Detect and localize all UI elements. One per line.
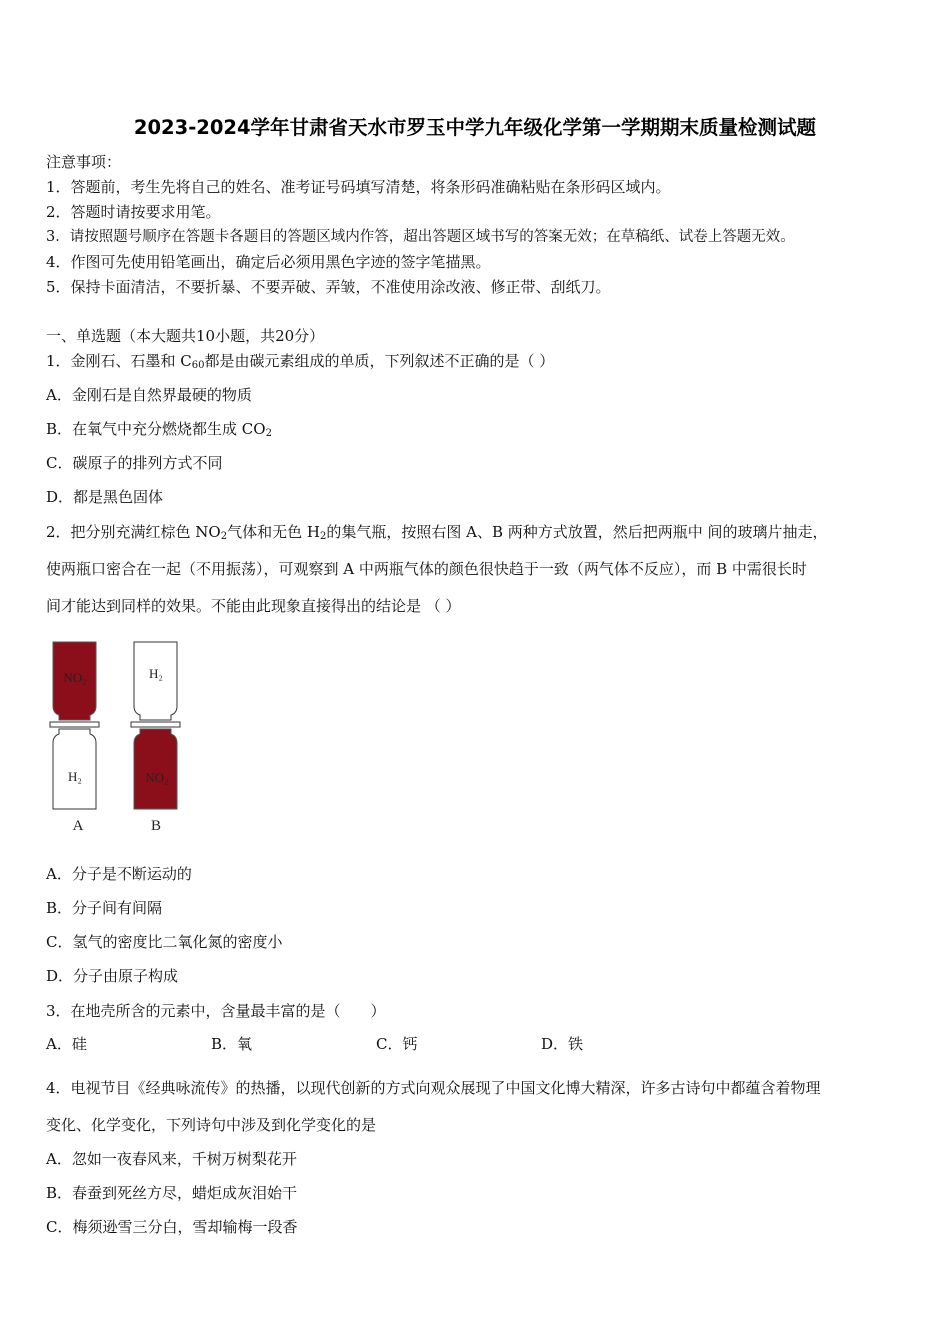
- q3-option-a: A．硅: [46, 1035, 87, 1053]
- gas-jars-figure: [46, 636, 196, 836]
- q1-option-c: C．碳原子的排列方式不同: [46, 454, 223, 472]
- jar-b-top-label: H₂: [149, 666, 163, 681]
- q2-option-b: B．分子间有间隔: [46, 899, 163, 917]
- setup-b: [131, 642, 180, 834]
- glass-plate-a: [50, 722, 99, 727]
- q3-stem: 3．在地壳所含的元素中，含量最丰富的是（ ）: [46, 1002, 386, 1020]
- q1-option-b: B．在氧气中充分燃烧都生成 $CO_2$: [46, 420, 272, 439]
- q2-stem-line3: 间才能达到同样的效果。不能由此现象直接得出的结论是 （ ）: [46, 597, 461, 615]
- page-title: 2023-2024学年甘肃省天水市罗玉中学九年级化学第一学期期末质量检测试题: [133, 116, 817, 139]
- q3-option-b: B．氧: [211, 1035, 253, 1053]
- q2-stem-line1: 2．把分别充满红棕色 $NO_2$气体和无色 $H_2$的集气瓶，按照右图 A、B 两种方式放置，然后把两瓶中 间的玻璃片抽走，: [46, 523, 828, 542]
- q1-stem: 1．金刚石、石墨和 $C_{60}$都是由碳元素组成的单质，下列叙述不正确的是（ ）: [46, 352, 555, 371]
- q4-stem-line2: 变化、化学变化，下列诗句中涉及到化学变化的是: [46, 1116, 377, 1134]
- notice-item-1: 1．答题前，考生先将自己的姓名、准考证号码填写清楚，将条形码准确粘贴在条形码区域内。: [46, 178, 671, 196]
- q2-stem-line2: 使两瓶口密合在一起（不用振荡），可观察到 A 中两瓶气体的颜色很快趋于一致（两气体不反应），而 B 中需很长时: [46, 560, 807, 578]
- setup-b-label: B: [150, 818, 162, 834]
- q4-option-a: A．忽如一夜春风来，千树万树梨花开: [46, 1150, 297, 1168]
- q1-option-d: D．都是黑色固体: [46, 488, 164, 506]
- q1-option-a: A．金刚石是自然界最硬的物质: [46, 386, 252, 404]
- q2-option-c: C．氢气的密度比二氧化氮的密度小: [46, 933, 283, 951]
- jar-a-bottom-label: H₂: [68, 769, 82, 784]
- jar-b-bottom-no2: [134, 729, 177, 809]
- q4-option-c: C．梅须逊雪三分白，雪却输梅一段香: [46, 1218, 298, 1236]
- setup-a-label: A: [72, 818, 84, 834]
- q2-option-a: A．分子是不断运动的: [46, 865, 192, 883]
- setup-a: [50, 642, 99, 834]
- notice-item-2: 2．答题时请按要求用笔。: [46, 203, 221, 221]
- q4-option-b: B．春蚕到死丝方尽，蜡炬成灰泪始干: [46, 1184, 298, 1202]
- notice-item-5: 5．保持卡面清洁，不要折暴、不要弄破、弄皱，不准使用涂改液、修正带、刮纸刀。: [46, 278, 611, 296]
- glass-plate-b: [131, 722, 180, 727]
- jar-b-top-h2: [134, 642, 177, 720]
- notice-item-4: 4．作图可先使用铅笔画出，确定后必须用黑色字迹的签字笔描黑。: [46, 253, 491, 271]
- q2-option-d: D．分子由原子构成: [46, 967, 179, 985]
- q3-option-d: D．铁: [541, 1035, 584, 1053]
- section-heading: 一、单选题（本大题共10小题，共20分）: [46, 327, 325, 345]
- q3-option-c: C．钙: [376, 1035, 418, 1053]
- notice-item-3: 3．请按照题号顺序在答题卡各题目的答题区域内作答，超出答题区域书写的答案无效；在草稿纸、试卷上答题无效。: [46, 229, 795, 245]
- jar-a-top-label: NO₂: [63, 670, 87, 685]
- notice-heading: 注意事项：: [46, 153, 122, 171]
- q4-stem-line1: 4．电视节目《经典咏流传》的热播，以现代创新的方式向观众展现了中国文化博大精深，许多古诗句中都蕴含着物理: [46, 1079, 821, 1097]
- jar-b-bottom-label: NO₂: [145, 770, 169, 785]
